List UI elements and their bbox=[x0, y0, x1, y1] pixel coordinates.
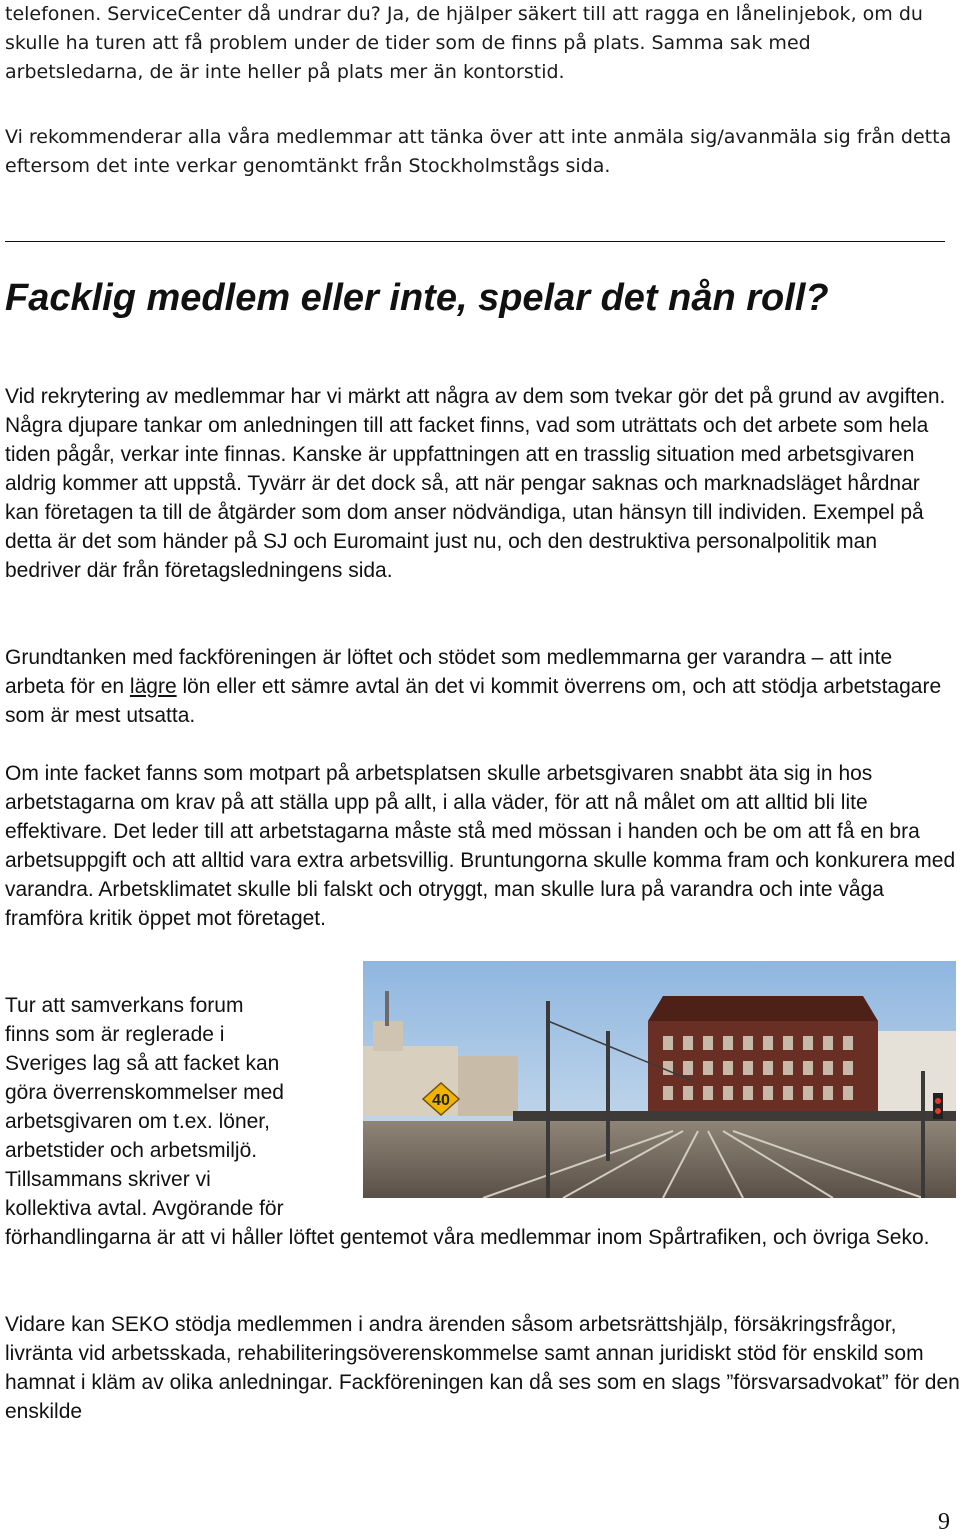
body-paragraph-5: Vidare kan SEKO stödja medlemmen i andra ärenden såsom arbetsrättshjälp, försäkringsfrågor, livränta vid arbetsskada, rehabiliteringsöverenskommelse samt annan juridiskt stöd för enskild som hamnat i kläm av olika anledningar. Fackföreningen kan då ses som en slags ”försvarsadvokat” för den enskilde bbox=[5, 1313, 960, 1423]
railway-photo bbox=[363, 961, 956, 1198]
page-number: 9 bbox=[938, 1509, 950, 1535]
section-divider bbox=[5, 241, 945, 242]
paragraph-2-text-a: Grundtanken med fackföreningen är löftet och stödet som medlemmarna ger varandra – att inte arbeta för en bbox=[5, 646, 893, 698]
body-paragraph-2 bbox=[5, 643, 955, 730]
body-paragraph-1: Vid rekrytering av medlemmar har vi märkt att några av dem som tvekar gör det på grund av avgiften. Några djupare tankar om anledningen till att facket finns, vad som uträttats och det arbete som hela tiden pågår, verkar inte finnas. Kanske är uppfattningen att en trasslig situation med arbetsgivaren aldrig kommer att uppstå. Tyvärr är det dock så, att när pengar saknas och marknadsläget hårdnar kan företagen ta till de åtgärder som dom anser nödvändiga, utan hänsyn till individen. Exempel på detta är det som händer på SJ och Euromaint just nu, och den destruktiva personalpolitik man bedriver där från företagsledningens sida. bbox=[5, 385, 946, 582]
wrapped-line: göra överrenskommelser med bbox=[5, 1081, 284, 1104]
section-heading: Facklig medlem eller inte, spelar det nån roll? bbox=[5, 277, 829, 319]
intro-paragraph-2: Vi rekommenderar alla våra medlemmar att tänka över att inte anmäla sig/avanmäla sig från detta eftersom det inte verkar genomtänkt från Stockholmstågs sida. bbox=[5, 126, 952, 177]
wrapped-line: kollektiva avtal. Avgörande för bbox=[5, 1197, 284, 1220]
wrapped-paragraph-lines bbox=[5, 991, 360, 1223]
body-paragraph-4-rest: förhandlingarna är att vi håller löftet gentemot våra medlemmar inom Spårtrafiken, och övriga Seko. bbox=[5, 1226, 930, 1249]
wrapped-line: Sveriges lag så att facket kan bbox=[5, 1052, 280, 1075]
body-paragraph-3: Om inte facket fanns som motpart på arbetsplatsen skulle arbetsgivaren snabbt äta sig in hos arbetstagarna om krav på att ställa upp på allt, i alla väder, för att nå målet om att alltid bli lite effektivare. Det leder till att arbetstagarna måste stå med mössan i handen och be om att få en bra arbetsuppgift och att alltid vara extra arbetsvillig. Bruntungorna skulle komma fram och konkurera med varandra. Arbetsklimatet skulle bli falskt och otryggt, man skulle lura på varandra och inte våga framföra kritik öppet mot företaget. bbox=[5, 762, 956, 930]
underlined-word: lägre bbox=[129, 675, 177, 698]
wrapped-line: Tillsammans skriver vi bbox=[5, 1168, 211, 1191]
wrapped-line: arbetstider och arbetsmiljö. bbox=[5, 1139, 258, 1162]
paragraph-2-text-b: lön eller ett sämre avtal än det vi kommit överrens om, och att stödja arbetstagare som är mest utsatta. bbox=[5, 675, 942, 727]
speed-sign-text: 40 bbox=[432, 1092, 450, 1109]
wrapped-line: arbetsgivaren om t.ex. löner, bbox=[5, 1110, 270, 1133]
intro-paragraph-1: telefonen. ServiceCenter då undrar du? Ja, de hjälper säkert till att ragga en lånelinjebok, om du skulle ha turen att få problem under de tider som de finns på plats. Samma sak med arbetsledarna, de är inte heller på plats mer än kontorstid. bbox=[5, 3, 923, 83]
wrapped-line: Tur att samverkans forum bbox=[5, 994, 244, 1017]
wrapped-line: finns som är reglerade i bbox=[5, 1023, 225, 1046]
